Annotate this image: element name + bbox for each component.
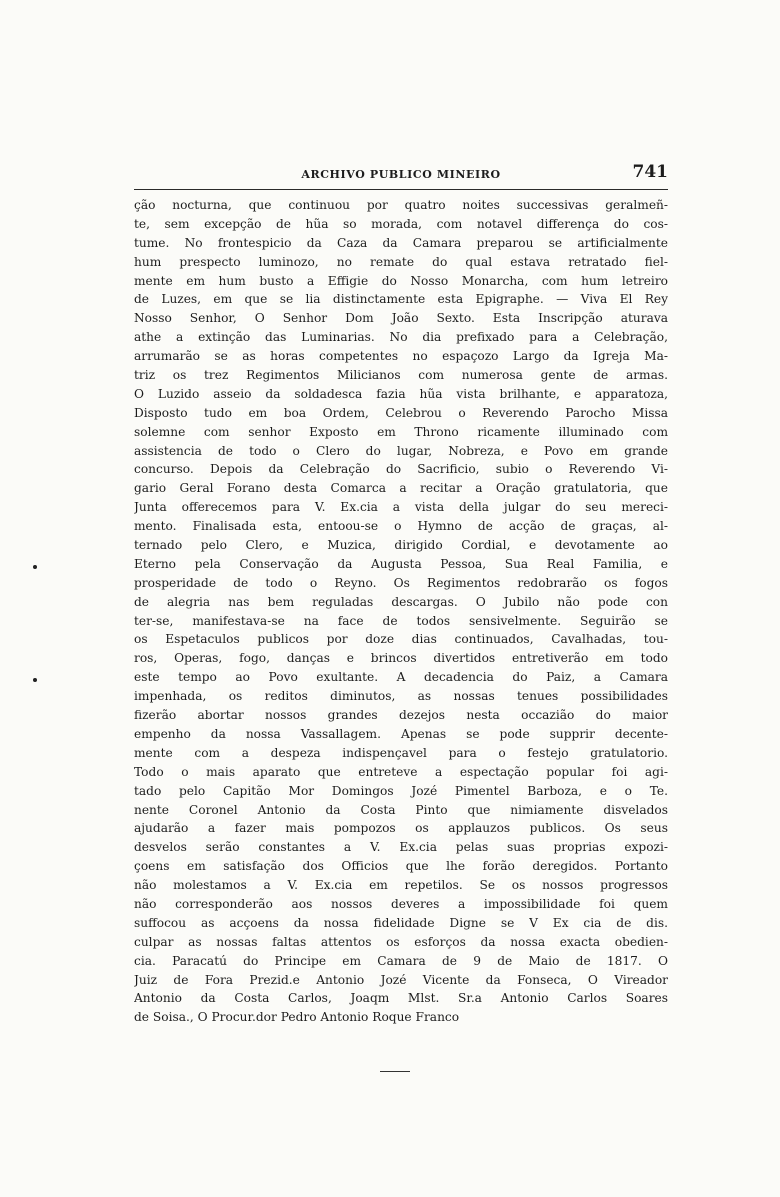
text-line: arrumarão se as horas competentes no espaçozo Largo da Igreja Ma- (134, 349, 668, 364)
text-line: athe a extinção das Luminarias. No dia prefixado para a Celebração, (134, 330, 668, 345)
text-line: Antonio da Costa Carlos, Joaqm Mlst. Sr.a Antonio Carlos Soares (134, 991, 668, 1006)
text-line: mento. Finalisada esta, entoou-se o Hymno de acção de graças, al- (134, 519, 668, 534)
text-line: ajudarão a fazer mais pompozos os applauzos publicos. Os seus (134, 821, 668, 836)
text-line: ter-se, manifestava-se na face de todos sensivelmente. Seguirão se (134, 613, 668, 628)
text-line: ternado pelo Clero, e Muzica, dirigido Cordial, e devotamente ao (134, 538, 668, 553)
text-line: culpar as nossas faltas attentos os esforços da nossa exacta obedien- (134, 934, 668, 949)
text-line: este tempo ao Povo exultante. A decadencia do Paiz, a Camara (134, 670, 668, 685)
body-text (134, 196, 668, 1027)
page-header (134, 160, 668, 186)
text-line: desvelos serão constantes a V. Ex.cia pelas suas proprias expozi- (134, 840, 668, 855)
text-line: mente com a despeza indispençavel para o festejo gratulatorio. (134, 745, 668, 760)
text-line: não corresponderão aos nossos deveres a impossibilidade foi quem (134, 896, 668, 911)
text-line: tume. No frontespicio da Caza da Camara preparou se artificialmente (134, 235, 668, 250)
text-line: de Luzes, em que se lia distinctamente esta Epigraphe. — Viva El Rey (134, 292, 668, 307)
text-line: Eterno pela Conservação da Augusta Pessoa, Sua Real Familia, e (134, 556, 668, 571)
text-line: concurso. Depois da Celebração do Sacrificio, subio o Reverendo Vi- (134, 462, 668, 477)
text-line: suffocou as acçoens da nossa fidelidade Digne se V Ex cia de dis. (134, 915, 668, 930)
text-line: O Luzido asseio da soldadesca fazia hũa vista brilhante, e apparatoza, (134, 386, 668, 401)
end-rule (380, 1071, 410, 1072)
text-line: Disposto tudo em boa Ordem, Celebrou o Reverendo Parocho Missa (134, 405, 668, 420)
text-line: Junta offerecemos para V. Ex.cia a vista della julgar do seu mereci- (134, 500, 668, 515)
text-line: tado pelo Capitão Mor Domingos Jozé Pimentel Barboza, e o Te. (134, 783, 668, 798)
text-line: não molestamos a V. Ex.cia em repetilos. Se os nossos progressos (134, 878, 668, 893)
text-line: triz os trez Regimentos Milicianos com numerosa gente de armas. (134, 368, 668, 383)
text-line: Todo o mais aparato que entreteve a espectação popular foi agi- (134, 764, 668, 779)
text-line: Nosso Senhor, O Senhor Dom João Sexto. Esta Inscripção aturava (134, 311, 668, 326)
text-line: empenho da nossa Vassallagem. Apenas se pode supprir decente- (134, 726, 668, 741)
text-line: de alegria nas bem reguladas descargas. O Jubilo não pode con (134, 594, 668, 609)
text-line: impenhada, os reditos diminutos, as nossas tenues possibilidades (134, 689, 668, 704)
text-line: te, sem excepção de hũa so morada, com notavel differença do cos- (134, 216, 668, 231)
text-line: gario Geral Forano desta Comarca a recitar a Oração gratulatoria, que (134, 481, 668, 496)
text-line: nente Coronel Antonio da Costa Pinto que nimiamente disvelados (134, 802, 668, 817)
text-line: de Soisa., O Procur.dor Pedro Antonio Roque Franco (134, 1010, 460, 1025)
margin-mark (33, 565, 37, 569)
text-line: fizerão abortar nossos grandes dezejos nesta occazião do maior (134, 708, 668, 723)
text-line: solemne com senhor Exposto em Throno ricamente illuminado com (134, 424, 668, 439)
text-line: mente em hum busto a Effigie do Nosso Monarcha, com hum letreiro (134, 273, 668, 288)
text-line: cia. Paracatú do Principe em Camara de 9 de Maio de 1817. O (134, 953, 668, 968)
text-line: çoens em satisfação dos Officios que lhe forão deregidos. Portanto (134, 859, 668, 874)
text-line: os Espetaculos publicos por doze dias continuados, Cavalhadas, tou- (134, 632, 668, 647)
running-title: ARCHIVO PUBLICO MINEIRO (301, 168, 501, 181)
margin-mark (33, 678, 37, 682)
text-line: ção nocturna, que continuou por quatro noites successivas geralmeñ- (134, 198, 668, 212)
text-line: hum prespecto luminozo, no remate do qual estava retratado fiel- (134, 254, 668, 269)
text-line: prosperidade de todo o Reyno. Os Regimentos redobrarão os fogos (134, 575, 668, 590)
text-line: ros, Operas, fogo, danças e brincos divertidos entretiverão em todo (134, 651, 668, 666)
text-line: assistencia de todo o Clero do lugar, Nobreza, e Povo em grande (134, 443, 668, 458)
text-line: Juiz de Fora Prezid.e Antonio Jozé Vicente da Fonseca, O Vireador (134, 972, 668, 987)
page-number: 741 (632, 162, 668, 182)
header-rule (134, 189, 668, 190)
